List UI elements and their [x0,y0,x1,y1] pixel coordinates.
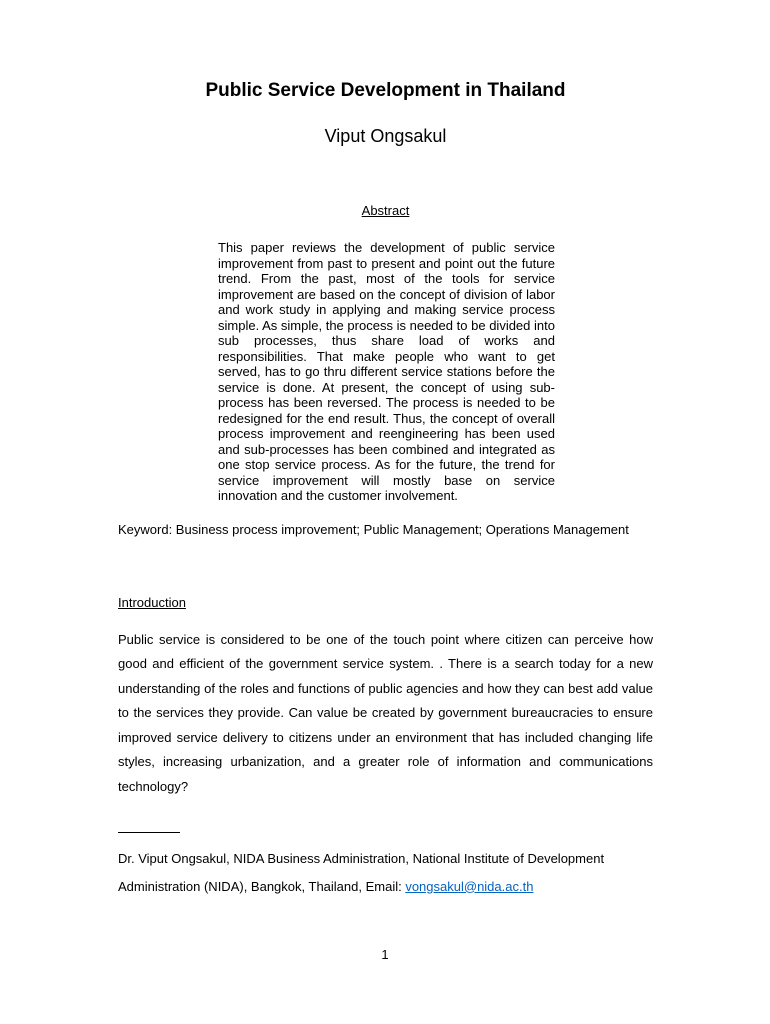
introduction-paragraph: Public service is considered to be one of the touch point where citizen can perceive how good and efficient of the government service system. . There is a search today for a new understanding of the roles and functions of public agencies and how they can best add value to the services they provide. Can value be created by government bureaucracies to ensure improved service delivery to citizens under an environment that has included changing life styles, increasing urbanization, and a greater role of information and communications technology? [118,631,653,795]
abstract-heading: Abstract [361,203,410,218]
email-link[interactable]: vongsakul@nida.ac.th [405,878,534,894]
footnote-affiliation: Dr. Viput Ongsakul, NIDA Business Administration, National Institute of Development Administration (NIDA), Bangkok, Thailand, Email: [118,850,605,894]
footnote-separator [118,832,180,833]
page-title: Public Service Development in Thailand [205,80,566,101]
page-number: 1 [381,947,389,962]
introduction-heading: Introduction [118,594,186,610]
abstract-paragraph: This paper reviews the development of public service improvement from past to present and point out the future trend. From the past, most of the tools for service improvement are based on the concept of division of labor and work study in applying and making service process simple. As simple, the process is needed to be divided into sub processes, thus share load of works and responsibilities. That make people who want to get served, has to go thru different service stations before the service is done. At present, the concept of using sub-process has been reversed. The process is needed to be redesigned for the end result. Thus, the concept of overall process improvement and reengineering has been used and sub-processes has been combined and integrated as one stop service process. As for the future, the trend for service improvement will mostly base on service innovation and the customer involvement. [218,240,555,503]
keywords-line: Keyword: Business process improvement; Public Management; Operations Management [118,521,629,537]
author-name: Viput Ongsakul [324,126,447,146]
footnote-text [118,845,653,901]
